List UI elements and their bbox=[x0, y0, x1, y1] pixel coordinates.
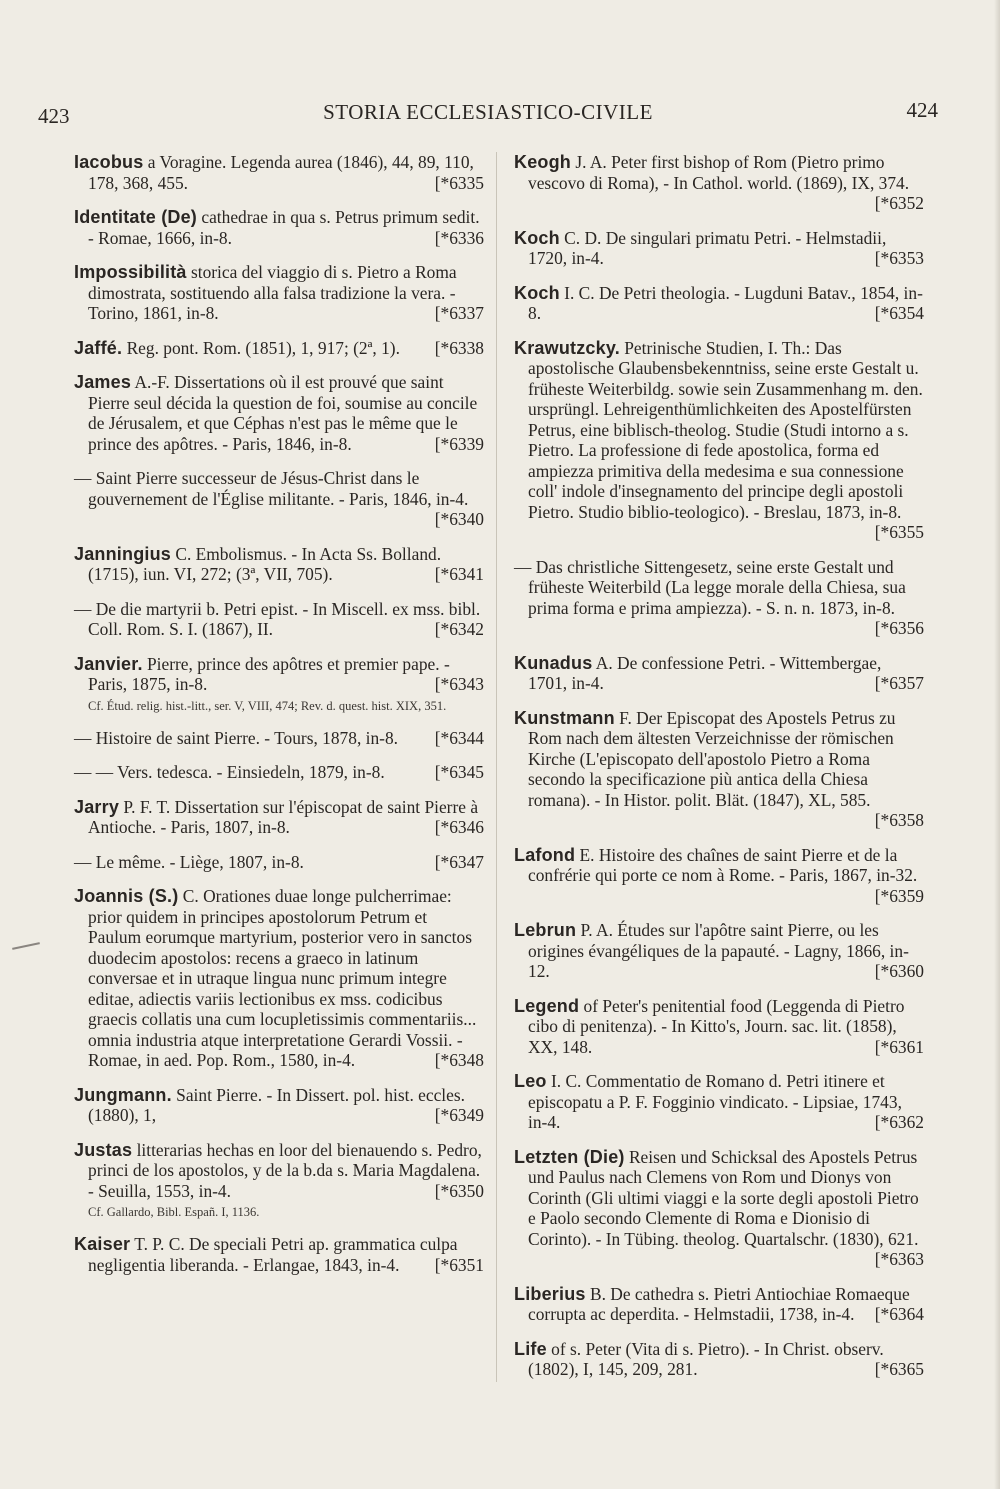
entry-text: E. Histoire des chaînes de saint Pierre et de la confrérie qui porte ce nom à Rome. - Paris, 1867, in-32. bbox=[528, 844, 918, 885]
entry-headword: Jaffé. bbox=[74, 337, 123, 358]
entry-headword: James bbox=[74, 372, 132, 392]
entry-reference-number: [*6346 bbox=[434, 817, 484, 837]
bibliography-entry bbox=[514, 653, 924, 694]
entry-headword: Legend bbox=[514, 995, 580, 1016]
bibliography-entry bbox=[74, 1140, 484, 1202]
bibliography-entry bbox=[514, 996, 924, 1058]
entry-reference-number: [*6337 bbox=[434, 303, 484, 323]
entry-text: storica del viaggio di s. Pietro a Roma dimostrata, sostituendo alla falsa tradizione la vera. - Torino, 1861, in-8. bbox=[88, 262, 457, 323]
entry-text: C. D. De singulari primatu Petri. - Helmstadii, 1720, in-4. bbox=[528, 227, 887, 268]
entry-text: I. C. Commentatio de Romano d. Petri itinere et episcopatu a P. F. Fogginio vindicato. - Lipsiae, 1743, in-4. bbox=[528, 1071, 902, 1132]
entry-headword: Janvier. bbox=[74, 653, 143, 674]
bibliography-entry bbox=[514, 1339, 924, 1380]
entry-text: Reg. pont. Rom. (1851), 1, 917; (2ª, 1). bbox=[122, 337, 400, 358]
entry-reference-number: [*6336 bbox=[434, 227, 484, 248]
entry-reference-number: [*6363 bbox=[874, 1249, 924, 1269]
entry-reference-number: [*6358 bbox=[874, 810, 924, 830]
bibliography-entry bbox=[74, 797, 484, 838]
bibliography-entry bbox=[74, 762, 484, 783]
entry-headword: Justas bbox=[74, 1139, 133, 1160]
entry-reference-number: [*6340 bbox=[434, 509, 484, 529]
bibliography-entry bbox=[514, 845, 924, 907]
bibliography-entry bbox=[74, 468, 484, 530]
entry-reference-number: [*6344 bbox=[434, 727, 484, 748]
entry-headword: Impossibilità bbox=[74, 262, 187, 282]
entry-reference-number: [*6350 bbox=[434, 1180, 484, 1201]
entry-headword: Lafond bbox=[514, 844, 576, 865]
entry-text: — Saint Pierre successeur de Jésus-Christ dans le gouvernement de l'Église militante. - Paris, 1846, in-4. bbox=[74, 468, 469, 509]
entry-text: A. De confessione Petri. - Wittembergae, 1701, in-4. bbox=[528, 652, 882, 693]
bibliography-entry bbox=[74, 152, 484, 193]
entry-headword: Life bbox=[514, 1338, 547, 1359]
entry-text: — Le même. - Liège, 1807, in-8. bbox=[74, 851, 304, 872]
entry-headword: Joannis (S.) bbox=[74, 886, 179, 906]
entry-text: Saint Pierre. - In Dissert. pol. hist. eccles. (1880), 1, bbox=[88, 1084, 465, 1125]
bibliography-entry bbox=[514, 152, 924, 214]
bibliography-entry bbox=[74, 1234, 484, 1275]
entry-text: of Peter's penitential food (Leggenda di Pietro cibo di penitenza). - In Kitto's, Journ. sac. lit. (1858), XX, 148. bbox=[528, 995, 905, 1057]
entry-reference-number: [*6335 bbox=[434, 172, 484, 193]
page-edge bbox=[994, 0, 1000, 1489]
entry-reference-number: [*6349 bbox=[434, 1105, 484, 1125]
entry-reference-number: [*6356 bbox=[874, 618, 924, 638]
entry-headword: Jungmann. bbox=[74, 1084, 172, 1105]
entry-reference-number: [*6348 bbox=[434, 1050, 484, 1070]
bibliography-entry bbox=[514, 283, 924, 324]
entry-reference-number: [*6338 bbox=[434, 337, 484, 358]
page-number-right: 424 bbox=[906, 98, 938, 122]
bibliography-entry bbox=[74, 886, 484, 1071]
entry-headword: Kunadus bbox=[514, 652, 593, 673]
entry-headword: Keogh bbox=[514, 152, 571, 172]
bibliography-entry bbox=[74, 1085, 484, 1126]
entry-text: — Histoire de saint Pierre. - Tours, 1878, in-8. bbox=[74, 727, 399, 748]
entry-reference-number: [*6342 bbox=[434, 619, 484, 639]
entry-text: cathedrae in qua s. Petrus primum sedit. - Romae, 1666, in-8. bbox=[88, 207, 480, 248]
entry-headword: Iacobus bbox=[74, 152, 144, 172]
page-header bbox=[38, 98, 938, 132]
entry-headword: Liberius bbox=[514, 1283, 586, 1304]
entry-reference-number: [*6343 bbox=[434, 674, 484, 694]
entry-headword: Koch bbox=[514, 227, 560, 248]
column-divider bbox=[496, 152, 497, 1382]
entry-note: Cf. Gallardo, Bibl. Españ. I, 1136. bbox=[88, 1205, 260, 1219]
entry-headword: Kunstmann bbox=[514, 707, 615, 728]
margin-pencil-mark bbox=[12, 942, 40, 950]
entry-text: — De die martyrii b. Petri epist. - In Miscell. ex mss. bibl. Coll. Rom. S. I. (1867), II. bbox=[74, 598, 481, 639]
entry-reference-number: [*6361 bbox=[874, 1036, 924, 1057]
bibliography-entry bbox=[514, 1071, 924, 1133]
bibliography-entry bbox=[514, 338, 924, 543]
entry-reference-number: [*6364 bbox=[874, 1304, 924, 1324]
entry-text: of s. Peter (Vita di s. Pietro). - In Christ. observ. (1802), I, 145, 209, 281. bbox=[528, 1338, 884, 1379]
running-title: STORIA ECCLESIASTICO-CIVILE bbox=[323, 100, 653, 124]
entry-reference-number: [*6351 bbox=[434, 1254, 484, 1275]
entry-headword: Janningius bbox=[74, 543, 172, 564]
entry-reference-number: [*6365 bbox=[874, 1359, 924, 1379]
entry-text: Reisen und Schicksal des Apostels Petrus und Paulus nach Clemens von Rom und Dionys von Corinth (Gli ultimi viaggi e la sorte degli apostoli Pietro e Paolo secondo Clemente di Roma e Dionisio di Corinto). - In Tübing. theolog. Quartalschr. (1830), 621. bbox=[528, 1146, 919, 1249]
entry-text: — — Vers. tedesca. - Einsiedeln, 1879, in-8. bbox=[74, 762, 385, 782]
entry-text: B. De cathedra s. Pietri Antiochiae Romaeque corrupta ac deperdita. - Helmstadii, 1738, in-4. bbox=[528, 1283, 910, 1324]
bibliography-entry bbox=[74, 654, 484, 695]
entry-text: T. P. C. De speciali Petri ap. grammatica culpa negligentia liberanda. - Erlangae, 1843, in-4. bbox=[88, 1234, 458, 1275]
entry-reference-number: [*6355 bbox=[874, 522, 924, 542]
entry-text: Petrinische Studien, I. Th.: Das apostolische Glaubensbekenntniss, seine erste Gestalt u. früheste Weiterbildg. sowie sein Zusammenhang m. den. ursprüngl. Lehreigenthümlichkeiten des Apostelfürsten Petrus, eine biblisch-theolog. Studie (Studi intorno a s. Pietro. La professione di fede apostolica, forma ed ampiezza primitiva della medesima e sua connessione coll' indole d'insegnamento del principe degli apostoli Pietro. Studio biblio-teologico). - Breslau, 1873, in-8. bbox=[528, 337, 923, 522]
entry-text: F. Der Episcopat des Apostels Petrus zu Rom nach dem ältesten Verzeichnisse der römischen Kirche (L'episcopato dell'apostolo Pietro a Roma secondo la specificazione più antica della Chiesa romana). - In Histor. polit. Blät. (1847), XL, 585. bbox=[528, 707, 896, 810]
entry-headword: Leo bbox=[514, 1071, 547, 1091]
entry-reference-number: [*6360 bbox=[874, 961, 924, 981]
right-column bbox=[514, 152, 924, 1394]
entry-reference-number: [*6362 bbox=[874, 1112, 924, 1132]
entry-reference-number: [*6341 bbox=[434, 564, 484, 584]
bibliography-entry bbox=[514, 228, 924, 269]
bibliography-entry bbox=[74, 599, 484, 640]
entry-text: P. F. T. Dissertation sur l'épiscopat de saint Pierre à Antioche. - Paris, 1807, in-8. bbox=[88, 796, 479, 837]
bibliography-entry bbox=[74, 262, 484, 324]
entry-reference-number: [*6339 bbox=[434, 433, 484, 454]
entry-reference-number: [*6353 bbox=[874, 248, 924, 268]
entry-headword: Lebrun bbox=[514, 920, 577, 940]
entry-text: A.-F. Dissertations où il est prouvé que saint Pierre seul décida la question de foi, soumise au concile de Jérusalem, et que Céphas n'est pas le même que le prince des apôtres. - Paris, 1846, in-8. bbox=[88, 372, 478, 454]
bibliography-entry bbox=[74, 544, 484, 585]
entry-reference-number: [*6357 bbox=[874, 673, 924, 693]
bibliography-entry bbox=[514, 920, 924, 982]
entry-headword: Koch bbox=[514, 282, 560, 303]
entry-text: a Voragine. Legenda aurea (1846), 44, 89, 110, 178, 368, 455. bbox=[88, 152, 474, 193]
bibliography-entry bbox=[74, 207, 484, 248]
bibliography-entry bbox=[514, 708, 924, 831]
entry-headword: Identitate (De) bbox=[74, 207, 198, 227]
entry-text: Pierre, prince des apôtres et premier pape. - Paris, 1875, in-8. bbox=[88, 653, 450, 694]
bibliography-entry bbox=[74, 338, 484, 359]
entry-text: P. A. Études sur l'apôtre saint Pierre, ou les origines évangéliques de la papauté. - Lagny, 1866, in-12. bbox=[528, 920, 909, 981]
entry-note: Cf. Étud. relig. hist.-litt., ser. V, VIII, 474; Rev. d. quest. hist. XIX, 351. bbox=[88, 698, 447, 713]
entry-headword: Jarry bbox=[74, 796, 120, 817]
bibliography-entry bbox=[514, 557, 924, 639]
entry-text: C. Orationes duae longe pulcherrimae: prior quidem in principes apostolorum Petrum et Paulum eorumque martyrium, posterior vero in sanctos duodecim apostolos: recens a graeco in latinum conversae et in utraque lingua nunc primum integre editae, adiectis variis lectionibus ex mss. codicibus graecis collatis una cum locupletissimis commentariis... omnia industria atque interpretatione Gerardi Vossii. - Romae, in aed. Pop. Rom., 1580, in-4. bbox=[88, 886, 477, 1070]
entry-reference-number: [*6352 bbox=[874, 193, 924, 213]
bibliography-entry bbox=[74, 852, 484, 873]
entry-text: — Das christliche Sittengesetz, seine erste Gestalt und früheste Weiterbild (La legge morale della Chiesa, sua prima forma e prima ampiezza). - S. n. n. 1873, in-8. bbox=[514, 556, 906, 618]
bibliography-entry bbox=[514, 1284, 924, 1325]
entry-reference-number: [*6359 bbox=[874, 885, 924, 906]
entry-headword: Kaiser bbox=[74, 1234, 131, 1254]
bibliography-entry bbox=[74, 372, 484, 454]
left-column bbox=[74, 152, 484, 1289]
entry-text: J. A. Peter first bishop of Rom (Pietro primo vescovo di Roma), - In Cathol. world. (1869), IX, 374. bbox=[528, 152, 910, 193]
entry-headword: Letzten (Die) bbox=[514, 1146, 625, 1167]
entry-text: I. C. De Petri theologia. - Lugduni Batav., 1854, in-8. bbox=[528, 282, 923, 323]
entry-text: C. Embolismus. - In Acta Ss. Bolland. (1715), iun. VI, 272; (3ª, VII, 705). bbox=[88, 543, 442, 584]
entry-headword: Krawutzcky. bbox=[514, 337, 620, 358]
bibliography-entry bbox=[514, 1147, 924, 1270]
entry-reference-number: [*6345 bbox=[434, 762, 484, 782]
bibliography-entry bbox=[74, 728, 484, 749]
page-number-left: 423 bbox=[38, 104, 70, 128]
entry-reference-number: [*6354 bbox=[874, 303, 924, 323]
entry-reference-number: [*6347 bbox=[434, 851, 484, 872]
entry-text: litterarias hechas en loor del bienauendo s. Pedro, princi de los apostolos, y de la b.da s. Maria Magdalena. - Seuilla, 1553, in-4. bbox=[88, 1139, 482, 1201]
